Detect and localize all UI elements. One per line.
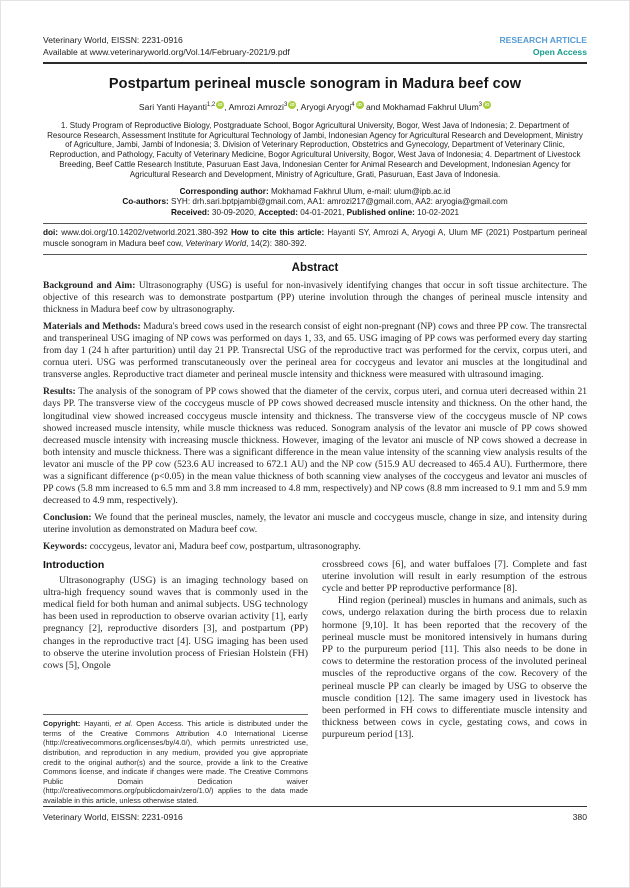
- open-access-badge: Open Access: [532, 46, 587, 57]
- author-affil-sup: 1,2: [206, 102, 216, 108]
- published-label: Published online:: [346, 207, 415, 217]
- page-header: [43, 35, 587, 58]
- abstract-results: [43, 386, 587, 507]
- citation-text: Hayanti SY, Amrozi A, Aryogi A, Ulum MF (2021) Postpartum perineal muscle sonogram in Madura beef cow,: [43, 228, 587, 249]
- introduction-paragraph: Ultrasonography (USG) is an imaging technology based on ultra-high frequency sound waves that is commonly used in the medical field for both human and animal subjects. USG technology has been used in reproduction to observe ovarian activity [1], early pregnancy [2], reproductive disorders [3], and postpartum (PP) changes in the reproductive tract [4]. USG imaging has been used to observe the uterine involution process of Friesian Holstein (FH) cows [5], Ongole: [43, 574, 308, 671]
- author-affil-sup: 4: [351, 102, 355, 108]
- corresponding-email: Mokhamad Fakhrul Ulum, e-mail: ulum@ipb.ac.id: [268, 186, 451, 196]
- author-separator: ,: [224, 101, 229, 112]
- author-separator: and: [363, 101, 383, 112]
- body-columns: [43, 559, 587, 806]
- published-date: 10-02-2021: [414, 207, 460, 217]
- section-text: The analysis of the sonogram of PP cows showed that the diameter of the cervix, corpus uteri, and cornua uteri decreased within 21 days PP. The transverse view of the coccygeus muscle of PP cows showed decreased muscle intensity and thickness. On the other hand, the longitudinal view showed increased coccygeus muscle intensity and thickness. The transverse view of the coccygeus muscle of NP cows showed increased muscle intensity, while muscle thickness was reduced. Sonogram analysis of the levator ani muscle of PP cows showed decreased muscle intensity with increasing muscle thickness. However, imaging of the levator ani muscle of NP cows showed a decrease in both intensity and muscle thickness. There was a significant difference in the mean value intensity of the scanning view analysis results of the levator ani muscle of the PP cow (523.6 AU increased to 672.1 AU) and the NP cow (515.9 AU decreased to 465.4 AU). Furthermore, there was a significant difference (p<0.05) in the mean value thickness of both scanning view analyses of the coccygeus and levator ani muscles of PP cows (5.8 mm increased to 6.5 mm and 3.8 mm increased to 4.8 mm, respectively) and NP cows (8.8 mm increased to 9.1 mm and 5.9 mm decreased to 4.9 mm, respectively).: [43, 387, 587, 507]
- orcid-icon[interactable]: iD: [357, 102, 362, 107]
- copyright-label: Copyright:: [43, 719, 81, 729]
- doi-label: doi:: [43, 228, 59, 238]
- copyright-license: Open Access. This article is distributed under the terms of the Creative Commons Attribution 4.0 International License (http://creativecommons.org/licenses/by/4.0/), which permits unrestricted use, distribution, and reproduction in any medium, provided you give appropriate credit to the original author(s) and the source, provide a link to the Creative Commons license, and indicate if changes were made. The Creative Commons Public Domain Dedication waiver (http://creativecommons.org/publicdomain/zero/1.0/) applies to the data made available in this article, unless otherwise stated.: [43, 719, 308, 805]
- copyright-block: [43, 714, 308, 805]
- abstract-background: [43, 280, 587, 316]
- header-rule: [43, 62, 587, 64]
- page-number: 380: [572, 811, 587, 822]
- footer-journal: Veterinary World, EISSN: 2231-0916: [43, 811, 183, 822]
- coauthors-label: Co-authors:: [122, 197, 169, 207]
- accepted-label: Accepted:: [258, 207, 298, 217]
- author-name: Amrozi Amrozi: [228, 101, 284, 112]
- corresponding-author-line: [43, 187, 587, 198]
- abstract-body: [43, 280, 587, 554]
- available-at-url: Available at www.veterinaryworld.org/Vol.14/February-2021/9.pdf: [43, 46, 290, 57]
- section-text: coccygeus, levator ani, Madura beef cow, postpartum, ultrasonography.: [87, 542, 361, 553]
- copyright-text: [43, 719, 308, 805]
- correspondence-block: [43, 187, 587, 219]
- article-badges: [499, 35, 587, 58]
- orcid-icon[interactable]: iD: [218, 102, 223, 107]
- introduction-paragraph-2: Hind region (perineal) muscles in humans and animals, such as cows, undergo relaxation during the birth process due to relaxin hormone [9,10]. It has been reported that the recovery of the perineal muscle must be monitored intensively in humans during PP to the purpureum period [11]. This also needs to be done in cows to determine the restoration process of the involuted perineal muscles of the reproductive organs of the cow. Recovery of the perineal muscle PP can clearly be imaged by USG to observe the muscle condition [12]. The same imagery used in livestock has been performed in FH cows to differentiate muscle intensity and thickness between cows in cycle, gestating cows, and cows in purpureum period [13].: [322, 595, 587, 741]
- page-footer: [43, 807, 587, 822]
- how-to-cite-label: How to cite this article:: [230, 228, 325, 238]
- section-label: Background and Aim:: [43, 280, 136, 291]
- copyright-etal: et al.: [114, 719, 133, 729]
- author-name: Aryogi Aryogi: [300, 101, 352, 112]
- received-label: Received:: [170, 207, 210, 217]
- doi-url: www.doi.org/10.14202/vetworld.2021.380-392: [58, 228, 231, 238]
- left-column: [43, 559, 308, 806]
- introduction-heading: Introduction: [43, 558, 105, 571]
- abstract-heading: Abstract: [291, 261, 339, 274]
- section-label: Keywords:: [43, 542, 88, 553]
- coauthors-emails: SYH: drh.sari.bptpjambi@gmail.com, AA1: amrozi217@gmail.com, AA2: aryogia@gmail.com: [168, 197, 508, 207]
- orcid-icon[interactable]: iD: [484, 102, 490, 107]
- coauthors-line: [43, 197, 587, 208]
- citation-journal-name: Veterinary World: [185, 239, 247, 249]
- section-text: Ultrasonography (USG) is useful for non-invasively identifying changes that occur in soft tissue architecture. The objective of this research was to demonstrate postpartum (PP) uterine involution through the changes of perineal muscle intensity and thickness in Madura beef cow by ultrasonography.: [43, 280, 587, 315]
- journal-issn: Veterinary World, EISSN: 2231-0916: [43, 35, 183, 45]
- authors-line: [43, 101, 587, 112]
- section-label: Results:: [43, 387, 76, 398]
- divider-rule: [43, 223, 587, 224]
- doi-citation-block: [43, 228, 587, 253]
- author-name: Mokhamad Fakhrul Ulum: [382, 101, 479, 112]
- affiliations: 1. Study Program of Reproductive Biology, Postgraduate School, Bogor Agricultural University, Bogor, West Java of Indonesia; 2. Department of Resource Research, Assessment Institute for Agricultural Technology of Jambi, Indonesian Agency for Agricultural Research and Development, Ministry of Agriculture, Jambi, Jambi of Indonesia; 3. Division of Veterinary Reproduction, Obstetrics and Gynecology, Department of Veterinary Clinic, Reproduction, and Pathology, Faculty of Veterinary Medicine, Bogor Agricultural University, Bogor, West Java of Indonesia; 4. Department of Livestock Breeding, Beef Cattle Research Institute, Pasuruan East Java, Indonesian Center for Animal Research and Development, Indonesian Agency for Agricultural Research and Development, Ministry of Agriculture, Grati, Pasuruan, East Java of Indonesia.: [47, 120, 583, 179]
- section-text: Madura's breed cows used in the research consist of eight non-pregnant (NP) cows and three PP cow. The transrectal and transperineal USG imaging of NP cows was performed on days 1, 33, and 65. USG imaging of PP cows was performed every day starting from day 1 (24 h after parturition) until day 21 PP. Transrectal USG of the reproductive tract was performed for the cervix, corpus uteri, and cornua uteri. USG was performed transcutaneously over the perineal area for coccygeus and levator ani muscles at the longitudinal and transverse angles. Reproductive tract diameter and perineal muscle intensity and thickness were measured with ultrasound imaging.: [43, 321, 587, 381]
- dates-line: [43, 208, 587, 219]
- abstract-keywords: [43, 541, 587, 553]
- author-affil-sup: 3: [283, 102, 288, 108]
- corresponding-label: Corresponding author:: [179, 186, 269, 196]
- copyright-authors: Hayanti,: [80, 719, 115, 729]
- abstract-conclusion: [43, 512, 587, 536]
- author-name: Sari Yanti Hayanti: [138, 101, 207, 112]
- introduction-continued: crossbreed cows [6], and water buffaloes [7]. Complete and fast uterine involution will result in early resumption of the estrous cycle and better PP reproductive performance [8].: [322, 558, 587, 594]
- right-column: [322, 559, 587, 806]
- author-affil-sup: 3: [478, 102, 483, 108]
- orcid-icon[interactable]: iD: [290, 102, 295, 107]
- accepted-date: 04-01-2021,: [297, 207, 347, 217]
- abstract-methods: [43, 321, 587, 381]
- section-label: Materials and Methods:: [43, 321, 141, 332]
- section-text: We found that the perineal muscles, namely, the levator ani muscle and coccygeus muscle, change in size, and intensity during uterine involution as demonstrated on Madura beef cow.: [43, 513, 587, 536]
- received-date: 30-09-2020,: [209, 207, 259, 217]
- section-label: Conclusion:: [43, 513, 92, 524]
- journal-info: [43, 35, 290, 58]
- author-separator: ,: [296, 101, 301, 112]
- research-article-badge: RESEARCH ARTICLE: [499, 35, 587, 45]
- article-title: Postpartum perineal muscle sonogram in Madura beef cow: [108, 76, 522, 92]
- citation-volume: , 14(2): 380-392.: [246, 239, 307, 249]
- divider-rule: [43, 254, 587, 255]
- copyright-rule: [43, 714, 308, 715]
